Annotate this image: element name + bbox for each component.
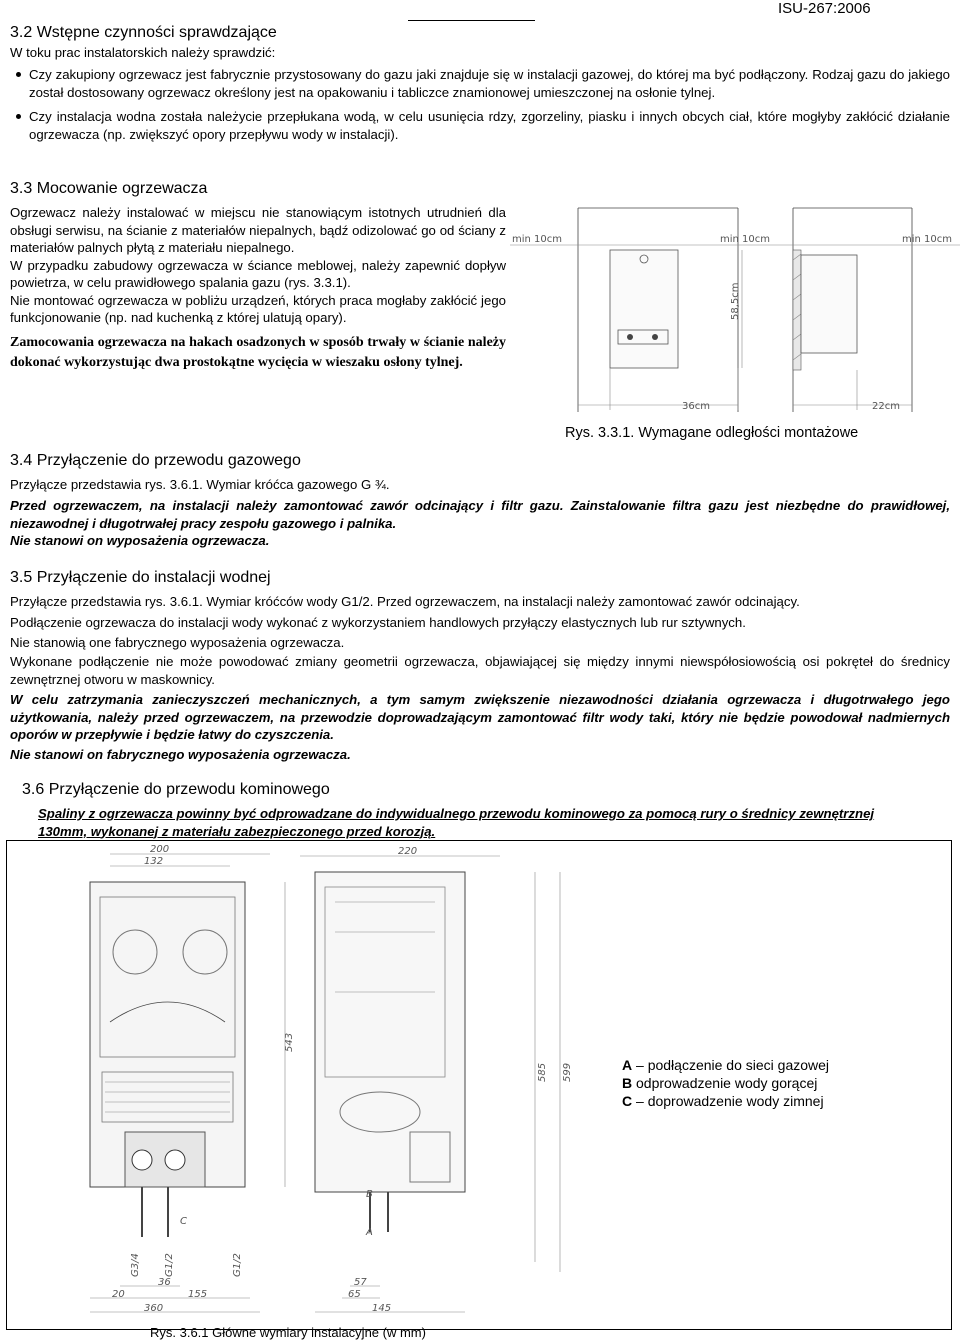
- section-3-3-title: 3.3 Mocowanie ogrzewacza: [10, 180, 208, 197]
- height-label: 58,5cm: [730, 282, 741, 320]
- legend-item: C – doprowadzenie wody zimnej: [622, 1093, 824, 1109]
- conn-label-c: C: [180, 1216, 187, 1227]
- paragraph-bold-italic: Przed ogrzewaczem, na instalacji należy zamontować zawór odcinający i filtr gazu. Zainstalowanie filtra gazu jest niezbędne do prawidłowej, niezawodnej i długotrwałej pracy zespołu gazowego i palnika.: [10, 498, 950, 531]
- heater-front-view: [90, 882, 245, 1237]
- dim-label: 543: [284, 1032, 295, 1052]
- width-label: 36cm: [682, 401, 710, 412]
- connection-legend: [622, 1056, 829, 1110]
- section-3-3-body: [10, 204, 506, 373]
- paragraph: Nie montować ogrzewacza w pobliżu urządzeń, których praca mogłaby zakłócić jego funkcjonowanie (np. nad kuchenką z której ulatują opary).: [10, 292, 506, 325]
- dim-label: 585: [537, 1062, 548, 1082]
- dim-label: 57: [354, 1277, 367, 1288]
- legend-item: B odprowadzenie wody gorącej: [622, 1075, 818, 1091]
- paragraph: Podłączenie ogrzewacza do instalacji wody wykonać z wykorzystaniem handlowych przyłączy elastycznych lub rur sztywnych.: [10, 615, 746, 630]
- checklist: [10, 66, 950, 150]
- section-3-5-title: 3.5 Przyłączenie do instalacji wodnej: [10, 569, 271, 586]
- section-3-2-intro: W toku prac instalatorskich należy sprawdzić:: [10, 45, 276, 60]
- dim-label: 200: [150, 844, 170, 855]
- doc-code: ISU-267:2006: [778, 0, 871, 17]
- paragraph-bold-italic: W celu zatrzymania zanieczyszczeń mechanicznych, a tym samym zwiększenie niezawodności działania ogrzewacza i długotrwałego jego użytkowania, należy przed ogrzewaczem, na przewodzie doprowadzającym zamontować filtr wody taki, który nie będzie powodował nadmiernych oporów w przepływie i będzie łatwy do czyszczenia.: [10, 692, 950, 742]
- conn-size-label: G1/2: [164, 1253, 175, 1277]
- dim-label: 220: [398, 846, 418, 857]
- min-clearance-label: min 10cm: [902, 234, 952, 245]
- heater-side-view: [315, 872, 465, 1238]
- list-item: Czy instalacja wodna została należycie przepłukana wodą, w celu usunięcia rdzy, zgorzeliny, piasku i innych obcych ciał, które mogłyby zakłócić działanie ogrzewacza (np. zwiększyć opory przepływu wody w instalacji).: [10, 108, 950, 143]
- paragraph: W przypadku zabudowy ogrzewacza w ściance meblowej, należy zapewnić dopływ powietrza, w celu prawidłowego spalania gazu (rys. 3.3.1).: [10, 257, 506, 290]
- conn-size-label: G1/2: [232, 1253, 243, 1277]
- dim-label: 145: [372, 1303, 392, 1314]
- heater-outline: [610, 250, 678, 368]
- paragraph-bold-italic: Nie stanowi on wyposażenia ogrzewacza.: [10, 533, 270, 548]
- cabinet-side-view: [720, 208, 960, 412]
- figure-caption: Rys. 3.3.1. Wymagane odległości montażowe: [565, 425, 859, 441]
- dim-label: 132: [144, 856, 164, 867]
- section-3-4-title: 3.4 Przyłączenie do przewodu gazowego: [10, 452, 301, 469]
- figure-caption: Rys. 3.6.1 Główne wymiary instalacyjne (w mm): [150, 1325, 426, 1340]
- heater-side-outline: [801, 255, 857, 353]
- dim-label: 599: [562, 1062, 573, 1082]
- paragraph: Przyłącze przedstawia rys. 3.6.1. Wymiar króćców wody G1/2. Przed ogrzewaczem, na instalacji należy zamontować zawór odcinający.: [10, 594, 800, 609]
- conn-label-b: B: [366, 1189, 373, 1200]
- conn-label-a: A: [366, 1227, 373, 1238]
- paragraph: Wykonane podłączenie nie może powodować zmiany geometrii ogrzewacza, objawiającej się między innymi niewspółosiowością osi pokręteł do średnicy zewnętrznej otworu w maskownicy.: [10, 654, 950, 687]
- paragraph: Nie stanowią one fabrycznego wyposażenia ogrzewacza.: [10, 635, 345, 650]
- bullet-icon: [16, 114, 21, 119]
- min-clearance-label: min 10cm: [720, 234, 770, 245]
- dim-label: 36: [158, 1277, 171, 1288]
- section-3-2-title: 3.2 Wstępne czynności sprawdzające: [10, 24, 277, 41]
- paragraph: Przyłącze przedstawia rys. 3.6.1. Wymiar króćca gazowego G ¾.: [10, 477, 390, 492]
- paragraph-bold-italic: Spaliny z ogrzewacza powinny być odprowadzane do indywidualnego przewodu kominowego za pomocą rury o średnicy zewnętrznej 130mm, wykonanej z materiału zabezpieczonego przed korozją.: [38, 806, 875, 839]
- depth-label: 22cm: [872, 401, 900, 412]
- dim-label: 360: [144, 1303, 164, 1314]
- list-item: Czy zakupiony ogrzewacz jest fabrycznie przystosowany do gazu jaki znajduje się w instalacji gazowej, do której ma być podłączony. Rodzaj gazu do jakiego został dostosowany ogrzewacz określony jest na opakowaniu i tabliczce znamionowej umieszczonej na osłonie tylnej.: [10, 66, 950, 101]
- dim-label: 65: [348, 1289, 361, 1300]
- legend-item: A – podłączenie do sieci gazowej: [622, 1057, 830, 1073]
- header-rule: [408, 20, 535, 21]
- cabinet-front-view: [510, 208, 738, 412]
- min-clearance-label: min 10cm: [512, 234, 562, 245]
- dim-label: 155: [188, 1289, 208, 1300]
- conn-size-label: G3/4: [130, 1253, 141, 1277]
- clearance-diagram: [510, 200, 960, 425]
- paragraph-bold-italic: Nie stanowi on fabrycznego wyposażenia ogrzewacza.: [10, 747, 351, 762]
- section-3-6-title: 3.6 Przyłączenie do przewodu kominowego: [22, 781, 330, 798]
- dimension-drawing: [80, 842, 600, 1322]
- dim-label: 20: [112, 1289, 125, 1300]
- paragraph-bold: Zamocowania ogrzewacza na hakach osadzonych w sposób trwały w ścianie należy dokonać wykorzystując dwa prostokątne wycięcia w wieszaku osłony tylnej.: [10, 334, 506, 370]
- paragraph: Ogrzewacz należy instalować w miejscu nie stanowiącym istotnych utrudnień dla obsługi serwisu, na ścianie z materiałów niepalnych, bądź odizolować go od ściany z materiałów palnych płytą z materiału niepalnego.: [10, 205, 506, 255]
- bullet-icon: [16, 72, 21, 77]
